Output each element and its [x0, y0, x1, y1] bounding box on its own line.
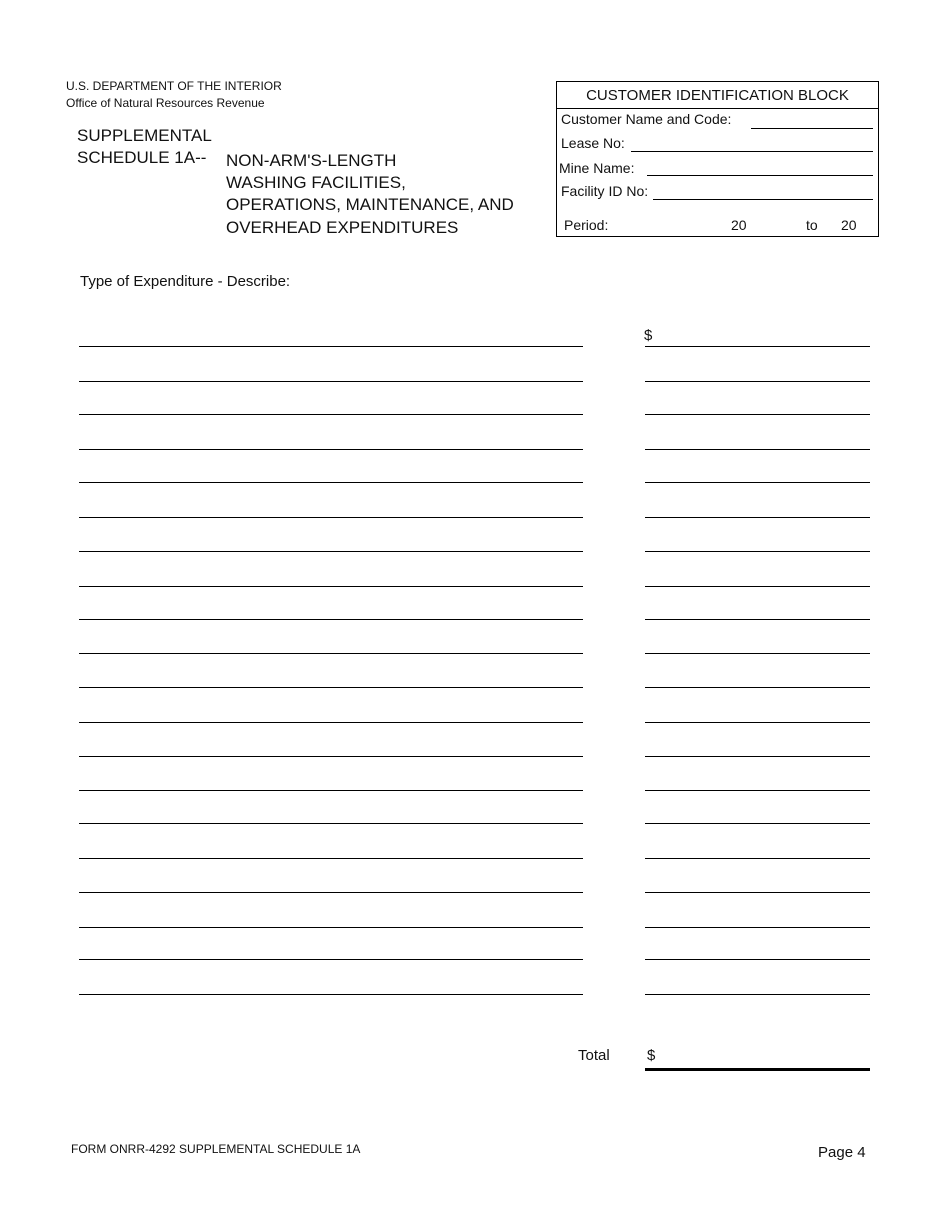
expenditure-amount-field[interactable]: [645, 381, 870, 382]
expenditure-description-field[interactable]: [79, 994, 583, 995]
period-end-year-prefix: 20: [841, 217, 857, 233]
period-to-label: to: [806, 217, 818, 233]
period-label: Period:: [564, 217, 609, 233]
expenditure-description-field[interactable]: [79, 586, 583, 587]
facility-id-label: Facility ID No:: [561, 183, 649, 199]
expenditure-description-field[interactable]: [79, 687, 583, 688]
schedule-title-line2: SCHEDULE 1A--: [77, 148, 207, 167]
agency-name: U.S. DEPARTMENT OF THE INTERIOR: [66, 79, 282, 93]
expenditure-description-field[interactable]: [79, 619, 583, 620]
mine-name-label: Mine Name:: [559, 160, 635, 176]
expenditure-amount-field[interactable]: [645, 482, 870, 483]
expenditure-amount-field[interactable]: [645, 551, 870, 552]
expenditure-description-field[interactable]: [79, 414, 583, 415]
expenditure-description-field[interactable]: [79, 858, 583, 859]
expenditure-amount-field[interactable]: [645, 619, 870, 620]
expenditure-amount-field[interactable]: [645, 687, 870, 688]
office-name: Office of Natural Resources Revenue: [66, 96, 265, 110]
expenditure-amount-field[interactable]: [645, 517, 870, 518]
expenditure-amount-field[interactable]: [645, 994, 870, 995]
total-currency-symbol: $: [647, 1047, 656, 1064]
total-amount-field[interactable]: [645, 1068, 870, 1071]
schedule-subtitle-line2: WASHING FACILITIES,: [226, 173, 406, 192]
expenditure-amount-field[interactable]: [645, 790, 870, 791]
expenditure-description-field[interactable]: [79, 756, 583, 757]
customer-identification-block: [556, 81, 879, 237]
expenditure-description-field[interactable]: [79, 517, 583, 518]
period-start-year-prefix: 20: [731, 217, 747, 233]
customer-name-field[interactable]: [751, 128, 873, 129]
expenditure-description-field[interactable]: [79, 959, 583, 960]
expenditure-amount-field[interactable]: [645, 927, 870, 928]
facility-id-field[interactable]: [653, 199, 873, 200]
expenditure-amount-field[interactable]: [645, 414, 870, 415]
total-label: Total: [578, 1047, 610, 1064]
expenditure-description-field[interactable]: [79, 823, 583, 824]
expenditure-description-field[interactable]: [79, 482, 583, 483]
form-identifier: FORM ONRR-4292 SUPPLEMENTAL SCHEDULE 1A: [71, 1142, 361, 1156]
schedule-subtitle-line4: OVERHEAD EXPENDITURES: [226, 218, 459, 237]
expenditure-description-field[interactable]: [79, 927, 583, 928]
lease-no-label: Lease No:: [561, 135, 625, 151]
expenditure-description-field[interactable]: [79, 722, 583, 723]
expenditure-amount-field[interactable]: [645, 653, 870, 654]
page-number: Page 4: [818, 1144, 866, 1161]
expenditure-amount-field[interactable]: [645, 959, 870, 960]
expenditure-amount-field[interactable]: [645, 346, 870, 347]
amount-currency-symbol: $: [644, 327, 653, 344]
expenditure-amount-field[interactable]: [645, 586, 870, 587]
expenditure-description-field[interactable]: [79, 449, 583, 450]
expenditure-description-field[interactable]: [79, 551, 583, 552]
expenditure-amount-field[interactable]: [645, 449, 870, 450]
expenditure-amount-field[interactable]: [645, 858, 870, 859]
expenditure-description-field[interactable]: [79, 892, 583, 893]
schedule-title-line1: SUPPLEMENTAL: [77, 126, 212, 145]
schedule-subtitle-line3: OPERATIONS, MAINTENANCE, AND: [226, 195, 514, 214]
expenditure-description-field[interactable]: [79, 653, 583, 654]
expenditure-amount-field[interactable]: [645, 892, 870, 893]
expenditure-amount-field[interactable]: [645, 756, 870, 757]
mine-name-field[interactable]: [647, 175, 873, 176]
lease-no-field[interactable]: [631, 151, 873, 152]
expenditure-description-field[interactable]: [79, 381, 583, 382]
expenditure-amount-field[interactable]: [645, 823, 870, 824]
customer-name-label: Customer Name and Code:: [561, 111, 732, 127]
expenditure-describe-label: Type of Expenditure - Describe:: [80, 273, 291, 290]
expenditure-description-field[interactable]: [79, 346, 583, 347]
customer-block-title: CUSTOMER IDENTIFICATION BLOCK: [557, 82, 878, 109]
expenditure-amount-field[interactable]: [645, 722, 870, 723]
schedule-subtitle-line1: NON-ARM'S-LENGTH: [226, 151, 397, 170]
expenditure-description-field[interactable]: [79, 790, 583, 791]
